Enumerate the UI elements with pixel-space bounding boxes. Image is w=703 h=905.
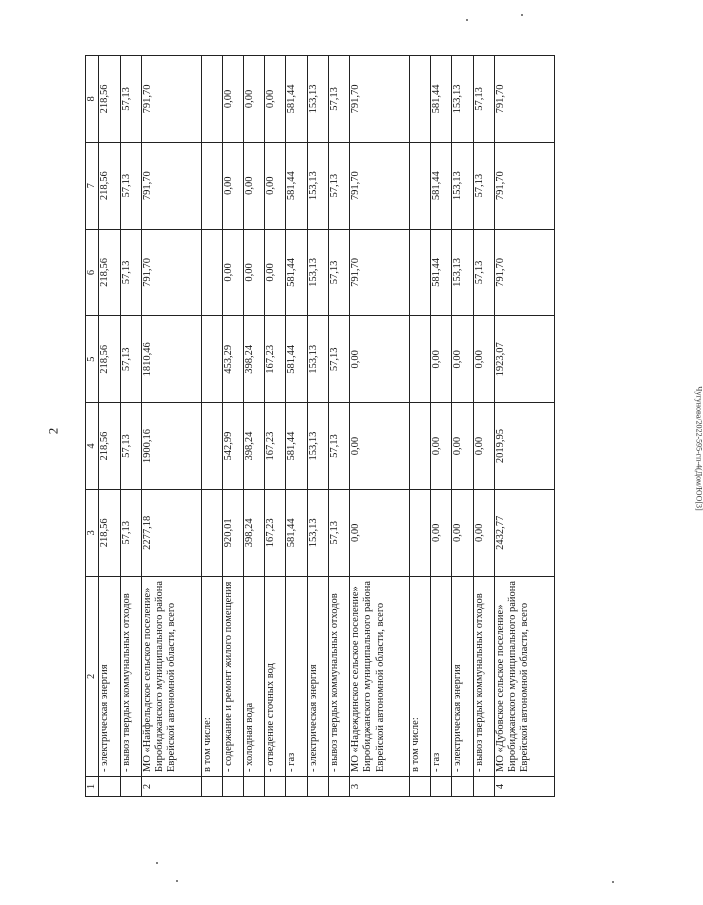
value-cell: 791,70 [349,56,409,143]
column-header: 8 [86,56,99,143]
value-cell: 218,56 [99,142,120,229]
value-cell: 542,99 [223,403,244,490]
value-cell: 57,13 [328,142,349,229]
value-cell: 57,13 [120,229,141,316]
table-row [286,56,307,797]
value-cell: 218,56 [99,316,120,403]
value-cell [410,316,431,403]
value-cell: 0,00 [452,316,473,403]
scan-speck [466,19,468,21]
value-cell: 153,13 [307,316,328,403]
value-cell: 581,44 [286,56,307,143]
column-header: 2 [86,576,99,776]
value-cell: 581,44 [286,316,307,403]
value-cell: 57,13 [328,316,349,403]
value-cell: 398,24 [244,403,265,490]
settlement-row [349,56,409,797]
table-row [244,56,265,797]
row-number-cell [286,776,307,796]
value-cell: 0,00 [452,403,473,490]
scan-speck [612,881,614,883]
value-cell: 398,24 [244,489,265,576]
value-cell [201,142,222,229]
column-header: 1 [86,776,99,796]
value-cell: 791,70 [141,56,201,143]
row-number-cell: 4 [494,776,554,796]
value-cell: 920,01 [223,489,244,576]
value-cell [201,403,222,490]
value-cell [410,403,431,490]
row-label-cell: - газ [431,576,452,776]
row-label-cell: - электрическая энергия [99,576,120,776]
table-row [201,56,222,797]
page-number: 2 [45,427,61,435]
value-cell [201,229,222,316]
row-label-cell: - отведение сточных вод [265,576,286,776]
value-cell: 0,00 [452,489,473,576]
settlement-row [494,56,554,797]
value-cell: 218,56 [99,56,120,143]
value-cell: 581,44 [431,142,452,229]
row-label-cell: - содержание и ремонт жилого помещения [223,576,244,776]
value-cell: 0,00 [223,229,244,316]
row-number-cell [99,776,120,796]
row-number-cell [265,776,286,796]
value-cell: 57,13 [328,489,349,576]
value-cell: 0,00 [244,142,265,229]
value-cell: 791,70 [494,142,554,229]
value-cell [410,142,431,229]
value-cell: 0,00 [265,229,286,316]
value-cell: 791,70 [141,229,201,316]
value-cell: 0,00 [431,316,452,403]
row-label-cell: МО «Дубовское сельское поселение» Биробиджанского муниципального района Еврейской автономной области, всего [494,576,554,776]
row-number-cell [431,776,452,796]
tariff-table [85,55,555,797]
value-cell: 581,44 [286,403,307,490]
scan-speck [521,14,523,16]
table-row [452,56,473,797]
rotated-table-frame [85,55,555,797]
value-cell: 453,29 [223,316,244,403]
value-cell: 167,23 [265,403,286,490]
row-number-cell [452,776,473,796]
value-cell [410,489,431,576]
value-cell: 0,00 [265,56,286,143]
value-cell [410,56,431,143]
column-header: 7 [86,142,99,229]
value-cell: 57,13 [120,142,141,229]
row-label-cell: - холодная вода [244,576,265,776]
value-cell: 57,13 [473,142,494,229]
value-cell: 57,13 [120,489,141,576]
table-row [473,56,494,797]
value-cell: 0,00 [349,489,409,576]
row-number-cell [473,776,494,796]
value-cell: 57,13 [328,229,349,316]
value-cell [201,56,222,143]
value-cell: 791,70 [349,229,409,316]
row-number-cell [244,776,265,796]
value-cell: 153,13 [307,229,328,316]
value-cell: 57,13 [328,403,349,490]
document-code: Чугунова/2022-595-гп-4(Дом/ЮО[3] [694,386,703,511]
header-row [86,56,99,797]
table-row [265,56,286,797]
value-cell: 0,00 [349,316,409,403]
value-cell: 153,13 [307,142,328,229]
value-cell: 581,44 [286,229,307,316]
value-cell: 218,56 [99,489,120,576]
value-cell: 167,23 [265,316,286,403]
value-cell: 153,13 [307,56,328,143]
table-row [99,56,120,797]
table-row [328,56,349,797]
row-number-cell [120,776,141,796]
value-cell: 0,00 [223,56,244,143]
value-cell: 581,44 [431,229,452,316]
value-cell: 2432,77 [494,489,554,576]
value-cell: 153,13 [307,489,328,576]
value-cell: 57,13 [473,229,494,316]
row-number-cell [307,776,328,796]
value-cell: 581,44 [286,489,307,576]
value-cell: 0,00 [223,142,244,229]
row-number-cell [328,776,349,796]
value-cell: 167,23 [265,489,286,576]
value-cell: 0,00 [431,489,452,576]
value-cell [201,316,222,403]
table-row [120,56,141,797]
row-label-cell: в том числе: [410,576,431,776]
value-cell [410,229,431,316]
settlement-row [141,56,201,797]
value-cell: 218,56 [99,229,120,316]
value-cell: 57,13 [120,403,141,490]
value-cell: 0,00 [244,56,265,143]
value-cell: 218,56 [99,403,120,490]
value-cell: 57,13 [120,316,141,403]
value-cell: 0,00 [431,403,452,490]
row-label-cell: МО «Найфельдское сельское поселение» Биробиджанского муниципального района Еврейской автономной области, всего [141,576,201,776]
row-number-cell [201,776,222,796]
row-label-cell: - электрическая энергия [452,576,473,776]
value-cell: 2277,18 [141,489,201,576]
scan-speck [176,880,178,882]
value-cell: 2019,95 [494,403,554,490]
row-number-cell: 3 [349,776,409,796]
value-cell: 1810,46 [141,316,201,403]
value-cell: 0,00 [244,229,265,316]
value-cell: 1923,07 [494,316,554,403]
row-label-cell: в том числе: [201,576,222,776]
table-row [307,56,328,797]
value-cell: 57,13 [120,56,141,143]
value-cell: 57,13 [328,56,349,143]
row-label-cell: - электрическая энергия [307,576,328,776]
value-cell: 791,70 [494,56,554,143]
value-cell: 791,70 [349,142,409,229]
column-header: 4 [86,403,99,490]
row-label-cell: - газ [286,576,307,776]
value-cell: 0,00 [473,316,494,403]
row-label-cell: - вывоз твердых коммунальных отходов [120,576,141,776]
column-header: 6 [86,229,99,316]
value-cell: 791,70 [141,142,201,229]
value-cell [201,489,222,576]
table-row [431,56,452,797]
value-cell: 0,00 [473,489,494,576]
table-row [223,56,244,797]
table-row [410,56,431,797]
value-cell: 398,24 [244,316,265,403]
row-label-cell: - вывоз твердых коммунальных отходов [473,576,494,776]
value-cell: 0,00 [349,403,409,490]
row-label-cell: МО «Надеждинское сельское поселение» Биробиджанского муниципального района Еврейской автономной области, всего [349,576,409,776]
row-number-cell [410,776,431,796]
column-header: 5 [86,316,99,403]
value-cell: 791,70 [494,229,554,316]
value-cell: 153,13 [307,403,328,490]
scan-speck [156,862,158,864]
column-header: 3 [86,489,99,576]
value-cell: 153,13 [452,229,473,316]
row-number-cell: 2 [141,776,201,796]
row-label-cell: - вывоз твердых коммунальных отходов [328,576,349,776]
value-cell: 57,13 [473,56,494,143]
value-cell: 581,44 [286,142,307,229]
value-cell: 153,13 [452,142,473,229]
row-number-cell [223,776,244,796]
value-cell: 581,44 [431,56,452,143]
value-cell: 0,00 [265,142,286,229]
value-cell: 1900,16 [141,403,201,490]
value-cell: 0,00 [473,403,494,490]
value-cell: 153,13 [452,56,473,143]
